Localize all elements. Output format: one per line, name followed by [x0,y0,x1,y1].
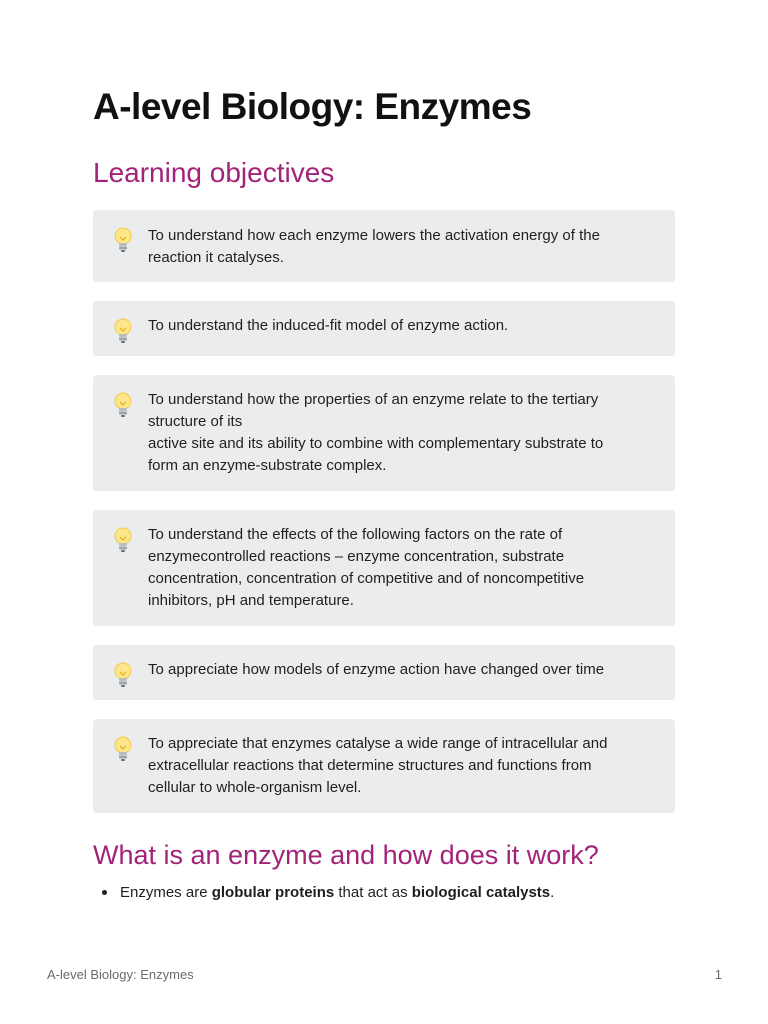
footer-page-number: 1 [714,967,722,982]
enzyme-bullet-list [102,882,554,904]
lightbulb-icon [113,227,133,253]
lightbulb-icon [113,662,133,688]
lightbulb-icon [113,392,133,418]
objective-text: To understand how the properties of an enzyme relate to the tertiary structure of its active site and its ability to combine with complementary substrate to form an enzyme-substrate complex. [148,391,604,474]
lightbulb-icon [113,527,133,553]
lightbulb-icon [113,318,133,344]
learning-objectives-heading: Learning objectives [93,157,335,188]
objective-callout [93,645,675,700]
objective-callout [93,301,675,356]
objective-callout [93,210,675,282]
objective-text: To appreciate that enzymes catalyse a wide range of intracellular and extracellular reactions that determine structures and functions from cellular to whole-organism level. [148,735,608,796]
objective-callout [93,719,675,813]
objective-text: To appreciate how models of enzyme action have changed over time [148,661,605,678]
bullet-dot [102,890,107,895]
objective-text: To understand the induced-fit model of enzyme action. [148,317,509,334]
lightbulb-icon [113,736,133,762]
page-title: A-level Biology: Enzymes [93,86,532,127]
objective-text: To understand the effects of the following factors on the rate of enzymecontrolled reactions – enzyme concentration, substrate concentration, concentration of competitive and of noncompetitive inhibitors, pH and temperature. [148,526,585,609]
footer-document-title: A-level Biology: Enzymes [47,967,194,982]
objective-callout [93,510,675,626]
objective-text: To understand how each enzyme lowers the activation energy of the reaction it catalyses. [148,227,600,266]
objective-callout [93,375,675,491]
enzyme-section-heading: What is an enzyme and how does it work? [93,840,599,870]
list-item: Enzymes are globular proteins that act as biological catalysts. [102,882,554,904]
